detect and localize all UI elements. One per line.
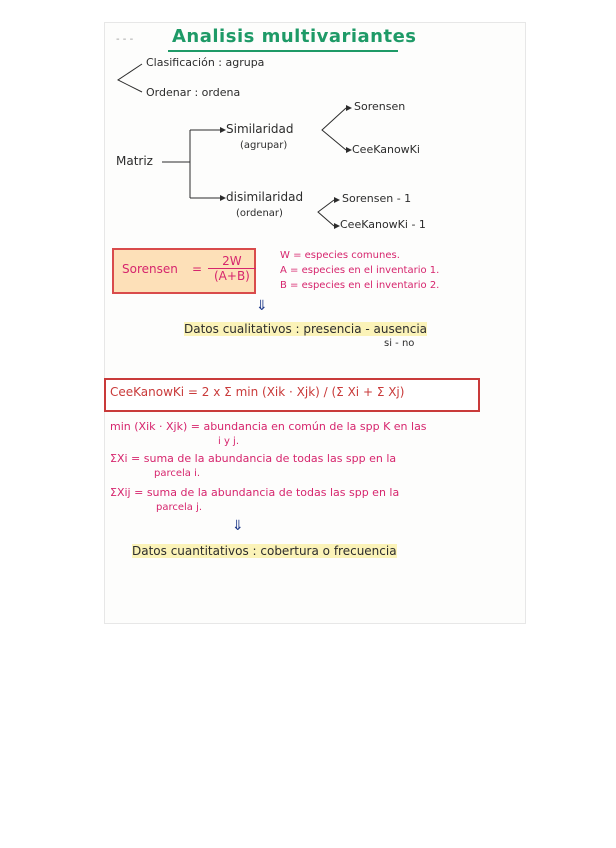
definition-sum-xij-text: = suma de la abundancia de todas las spp en la bbox=[134, 486, 400, 499]
title-underline bbox=[168, 50, 398, 52]
similarity-label: Similaridad bbox=[226, 122, 294, 136]
matrix-label: Matriz bbox=[116, 154, 153, 168]
dissimilarity-ceekanowki: CeeKanowKi - 1 bbox=[340, 218, 426, 231]
header-dash: - - - bbox=[116, 34, 134, 45]
definition-min-text: = abundancia en común de la spp K en las bbox=[190, 420, 427, 433]
definition-min-term: min (Xik · Xjk) bbox=[110, 420, 188, 433]
ordering-line: Ordenar : ordena bbox=[146, 86, 241, 99]
ceekanowki-formula: CeeKanowKi = 2 x Σ min (Xik · Xjk) / (Σ Xi + Σ Xj) bbox=[110, 385, 405, 399]
definition-sum-xi-term: ΣXi bbox=[110, 452, 128, 465]
qualitative-text: Datos cualitativos : presencia - ausencia bbox=[184, 322, 428, 336]
definition-sum-xi-text: = suma de la abundancia de todas las spp en la bbox=[131, 452, 397, 465]
page-title: Analisis multivariantes bbox=[172, 26, 417, 47]
dissimilarity-label: disimilaridad bbox=[226, 190, 304, 204]
down-arrow-icon: ⇓ bbox=[256, 298, 268, 314]
definition-sum-xij bbox=[110, 486, 399, 499]
quantitative-text: Datos cuantitativos : cobertura o frecuencia bbox=[132, 544, 397, 558]
definition-sum-xi-sub: parcela i. bbox=[154, 468, 201, 479]
sorensen-label: Sorensen bbox=[122, 262, 178, 276]
sorensen-equals: = bbox=[192, 262, 203, 276]
similarity-note: (agrupar) bbox=[240, 140, 288, 151]
sorensen-legend-w: W = especies comunes. bbox=[280, 250, 400, 261]
definition-min bbox=[110, 420, 427, 433]
definition-sum-xij-term: ΣXij bbox=[110, 486, 131, 499]
dissimilarity-sorensen: Sorensen - 1 bbox=[342, 192, 412, 205]
classification-line: Clasificación : agrupa bbox=[146, 56, 265, 69]
similarity-sorensen: Sorensen bbox=[354, 100, 406, 113]
qualitative-data bbox=[184, 322, 427, 336]
definition-sum-xi bbox=[110, 452, 396, 465]
down-arrow-icon-2: ⇓ bbox=[232, 518, 244, 534]
quantitative-data bbox=[132, 544, 397, 558]
sorensen-legend-a: A = especies en el inventario 1. bbox=[280, 265, 440, 276]
qualitative-sub: si - no bbox=[384, 338, 415, 349]
similarity-ceekanowki: CeeKanowKi bbox=[352, 143, 420, 156]
definition-sum-xij-sub: parcela j. bbox=[156, 502, 203, 513]
sorensen-legend-b: B = especies en el inventario 2. bbox=[280, 280, 440, 291]
sorensen-fraction bbox=[208, 254, 256, 283]
sorensen-numerator: 2W bbox=[208, 254, 256, 269]
sorensen-denominator: (A+B) bbox=[214, 269, 250, 283]
definition-min-sub: i y j. bbox=[218, 436, 240, 447]
dissimilarity-note: (ordenar) bbox=[236, 208, 283, 219]
